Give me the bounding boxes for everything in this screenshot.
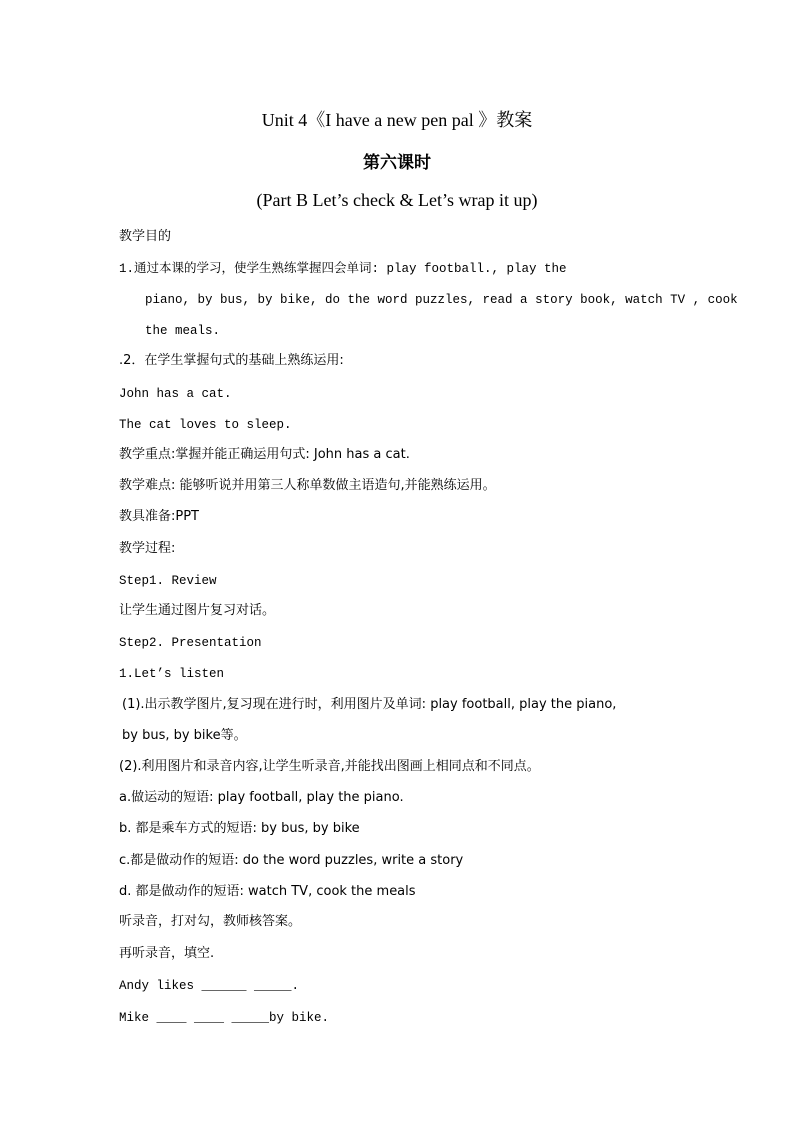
- step-2: Step2. Presentation: [119, 636, 262, 650]
- phrase-group-c: c.都是做动作的短语: do the word puzzles, write a story: [119, 853, 464, 868]
- objectives-heading: 教学目的: [119, 229, 172, 244]
- procedure-2: (2).利用图片和录音内容,让学生听录音,并能找出图画上相同点和不同点。: [119, 759, 540, 774]
- phrase-group-d: d. 都是做动作的短语: watch TV, cook the meals: [119, 884, 416, 899]
- phrase-group-b: b. 都是乘车方式的短语: by bus, by bike: [119, 821, 360, 836]
- difficult-point: 教学难点: 能够听说并用第三人称单数做主语造句,并能熟练运用。: [119, 478, 496, 493]
- lesson-number: 第六课时: [363, 153, 431, 173]
- process-heading: 教学过程:: [119, 541, 176, 556]
- objective-1-line-1: 1.通过本课的学习，使学生熟练掌握四会单词: play football., play the: [119, 262, 567, 276]
- objective-1-line-2: piano, by bus, by bike, do the word puzzles, read a story book, watch TV , cook: [145, 293, 738, 307]
- step-1: Step1. Review: [119, 574, 217, 588]
- listen-and-tick: 听录音，打对勾，教师核答案。: [119, 914, 302, 929]
- procedure-1-line-1: (1).出示教学图片,复习现在进行时，利用图片及单词: play football, play the piano,: [122, 697, 617, 712]
- example-sentence-2: The cat loves to sleep.: [119, 418, 292, 432]
- lesson-part: (Part B Let’s check & Let’s wrap it up): [256, 190, 538, 210]
- example-sentence-1: John has a cat.: [119, 387, 232, 401]
- lets-listen: 1.Let’s listen: [119, 667, 225, 681]
- objective-2: .2．在学生掌握句式的基础上熟练运用:: [119, 353, 344, 368]
- objective-1-line-3: the meals.: [145, 324, 221, 338]
- document-title: Unit 4《I have a new pen pal 》教案: [261, 110, 533, 130]
- key-point: 教学重点:掌握并能正确运用句式: John has a cat.: [119, 447, 410, 462]
- listen-and-fill: 再听录音，填空.: [119, 946, 215, 961]
- step-1-description: 让学生通过图片复习对话。: [119, 603, 276, 618]
- fill-blank-mike: Mike ____ ____ _____by bike.: [119, 1011, 330, 1025]
- teaching-tools: 教具准备:PPT: [119, 509, 199, 524]
- phrase-group-a: a.做运动的短语: play football, play the piano.: [119, 790, 404, 805]
- fill-blank-andy: Andy likes ______ _____.: [119, 979, 300, 993]
- procedure-1-line-2: by bus, by bike等。: [122, 728, 247, 743]
